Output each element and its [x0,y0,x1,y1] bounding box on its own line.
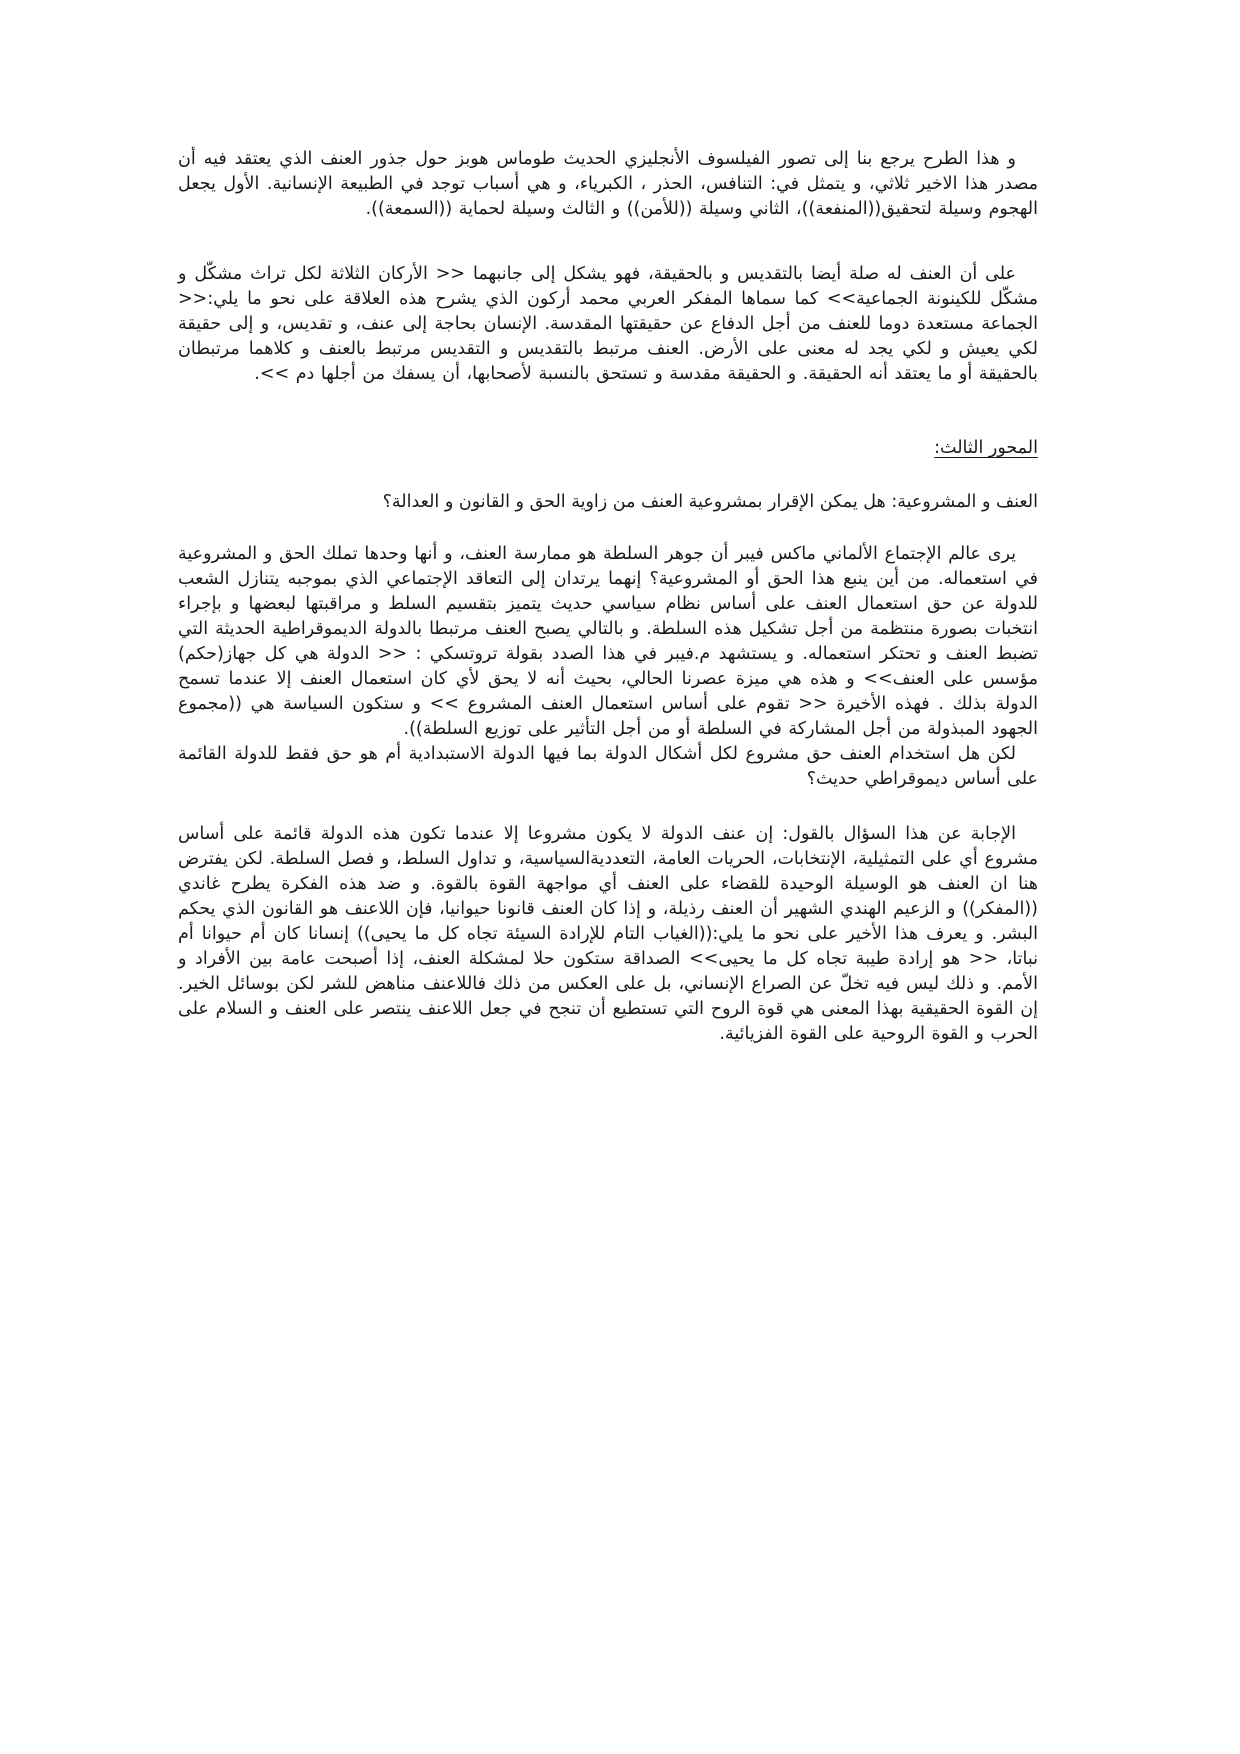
section-question: العنف و المشروعية: هل يمكن الإقرار بمشروعية العنف من زاوية الحق و القانون و العدالة؟ [382,492,1038,512]
paragraph-hobbes: و هذا الطرح يرجع بنا إلى تصور الفيلسوف الأنجليزي الحديث طوماس هوبز حول جذور العنف الذي يعتقد فيه أن مصدر هذا الاخير ثلاثي، و يتمثل في: التنافس، الحذر ، الكبرياء، و هي أسباب توجد في الطبيعة الإنسانية. الأول يجعل الهجوم وسيلة لتحقيق((المنفعة))، الثاني وسيلة ((للأمن)) و الثالث وسيلة لحماية ((السمعة)). [178,149,1038,219]
section-heading [178,436,1038,461]
paragraph-arkoun: على أن العنف له صلة أيضا بالتقديس و بالحقيقة، فهو يشكل إلى جانبهما << الأركان الثلاثة لكل تراث مشكّل و مشكّل للكينونة الجماعية>> كما سماها المفكر العربي محمد أركون الذي يشرح هذه العلاقة على نحو ما يلي:<< الجماعة مستعدة دوما للعنف من أجل الدفاع عن حقيقتها المقدسة. الإنسان بحاجة إلى عنف، و تقديس، و إلى حقيقة لكي يعيش و لكي يجد له معنى على الأرض. العنف مرتبط بالتقديس و التقديس مرتبط بالعنف و كلاهما مرتبطان بالحقيقة أو ما يعتقد أنه الحقيقة. و الحقيقة مقدسة و تستحق بالنسبة لأصحابها، أن يسفك من أجلها دم >>. [178,264,1038,384]
paragraph-weber: يرى عالم الإجتماع الألماني ماكس فيبر أن جوهر السلطة هو ممارسة العنف، و أنها وحدها تملك الحق و المشروعية في استعماله. من أين ينبع هذا الحق أو المشروعية؟ إنهما يرتدان إلى التعاقد الإجتماعي الذي بموجبه يتنازل الشعب للدولة عن حق استعمال العنف على أساس نظام سياسي حديث يتميز بتقسيم السلط و مراقبتها لبعضها و بإجراء انتخبات بصورة منتظمة من أجل تشكيل هذه السلطة. و بالتالي يصبح العنف مرتبطا بالدولة الديموقراطية الحديثة التي تضبط العنف و تحتكر استعماله. و يستشهد م.فيبر في هذا الصدد بقولة تروتسكي : << الدولة هي كل جهاز(حكم) مؤسس على العنف>> و هذه هي ميزة عصرنا الحالي، بحيث أنه لا يحق لأي كان استعمال العنف إلا عندما تسمح الدولة بذلك . فهذه الأخيرة << تقوم على أساس استعمال العنف المشروع >> و ستكون السياسة هي ((مجموع الجهود المبذولة من أجل المشاركة في السلطة أو من أجل التأثير على توزيع السلطة)). [178,544,1038,739]
paragraph-gandhi: الإجابة عن هذا السؤال بالقول: إن عنف الدولة لا يكون مشروعا إلا عندما تكون هذه الدولة قائمة على أساس مشروع أي على التمثيلية، الإنتخابات، الحريات العامة، التعدديةالسياسية، و تداول السلط، و فصل السلطة. لكن يفترض هنا ان العنف هو الوسيلة الوحيدة للقضاء على العنف أي مواجهة القوة بالقوة. و ضد هذه الفكرة يطرح غاندي ((المفكر)) و الزعيم الهندي الشهير أن العنف رذيلة، و إذا كان العنف قانونا حيوانيا، فإن اللاعنف هو القانون الذي يحكم البشر. و يعرف هذا الأخير على نحو ما يلي:((الغياب التام للإرادة السيئة تجاه كل ما يحيى)) إنسانا كان أم حيوانا أم نباتا، << هو إرادة طيبة تجاه كل ما يحيى>> الصداقة ستكون حلا لمشكلة العنف، إذا أصبحت عامة بين الأفراد و الأمم. و ذلك ليس فيه تخلّ عن الصراع الإنساني، بل على العكس من ذلك فاللاعنف مناهض للشر لكن بوسائل الخير. إن القوة الحقيقية بهذا المعنى هي قوة الروح التي تستطيع أن تنجح في جعل اللاعنف ينتصر على العنف و السلام على الحرب و القوة الروحية على القوة الفزيائية. [178,824,1038,1044]
section-heading-text: المحور الثالث: [934,438,1038,458]
paragraph-question-democracy: لكن هل استخدام العنف حق مشروع لكل أشكال الدولة بما فيها الدولة الاستبدادية أم هو حق فقط للدولة القائمة على أساس ديموقراطي حديث؟ [178,744,1038,789]
